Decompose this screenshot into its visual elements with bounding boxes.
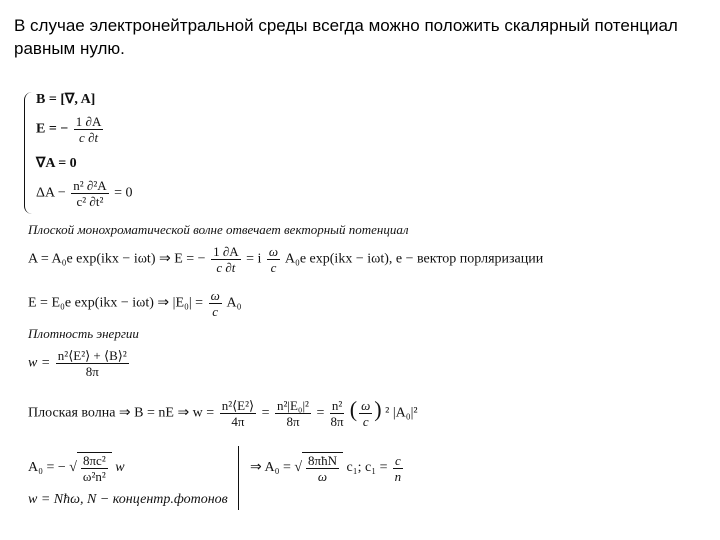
system-brace xyxy=(24,92,33,214)
equation-photons: w = Nħω, N − концентр.фотонов xyxy=(28,492,228,507)
equation-field-amplitude: E = E₀e exp(ikx − iωt) ⇒ |E₀| = $\frac{\omega}{c}$ A₀ xyxy=(28,288,242,319)
equation-electric-field: E = − $\frac{1 \partial A}{c \partial t}$ xyxy=(36,114,102,145)
equation-curl: B = [∇, A] xyxy=(36,92,96,107)
energy-caption: Плотность энергии xyxy=(28,326,139,341)
plane-wave-caption: Плоской монохроматической волне отвечает векторный потенциал xyxy=(28,222,409,237)
equation-vector-potential: A = A₀e exp(ikx − iωt) ⇒ E = − $\frac{1 \partial A}{c \partial t}$ = i $\frac{\omega}{c}$ A₀e exp(ikx − iωt), e − вектор порляризации xyxy=(28,244,544,275)
equation-amplitude-left: A₀ = − √ $\frac{\text{8πc²}}{\text{ω²n²}}$ w xyxy=(28,453,125,484)
equation-wave: ΔA − $\frac{\text{n² ∂²A}}{\text{c² ∂t²}}$ = 0 xyxy=(36,178,133,209)
equation-energy-density: w = $\frac{\text{n²⟨E²⟩ + ⟨B⟩²}}{8\pi}$ xyxy=(28,348,127,379)
slide-heading: В случае электронейтральной среды всегда можно положить скалярный потенциал равным нулю. xyxy=(14,16,678,58)
equation-gauge: ∇A = 0 xyxy=(36,156,77,171)
equation-amplitude-right: ⇒ A₀ = √ $\frac{\text{8πħN}}{\omega}$ c₁; c₁ = $\frac{c}{n}$ xyxy=(250,452,402,484)
equation-flat-wave: Плоская волна ⇒ B = nE ⇒ w = $\frac{\text{n²⟨E²⟩}}{4\pi}$ = $\frac{\text{n²|E₀|²}}{8\pi}$ = $\frac{\text{n²}}{8\pi}$ ( $\frac{\omega}{c}$ ) ² |A₀|² xyxy=(28,396,418,429)
divider-line xyxy=(238,446,239,510)
